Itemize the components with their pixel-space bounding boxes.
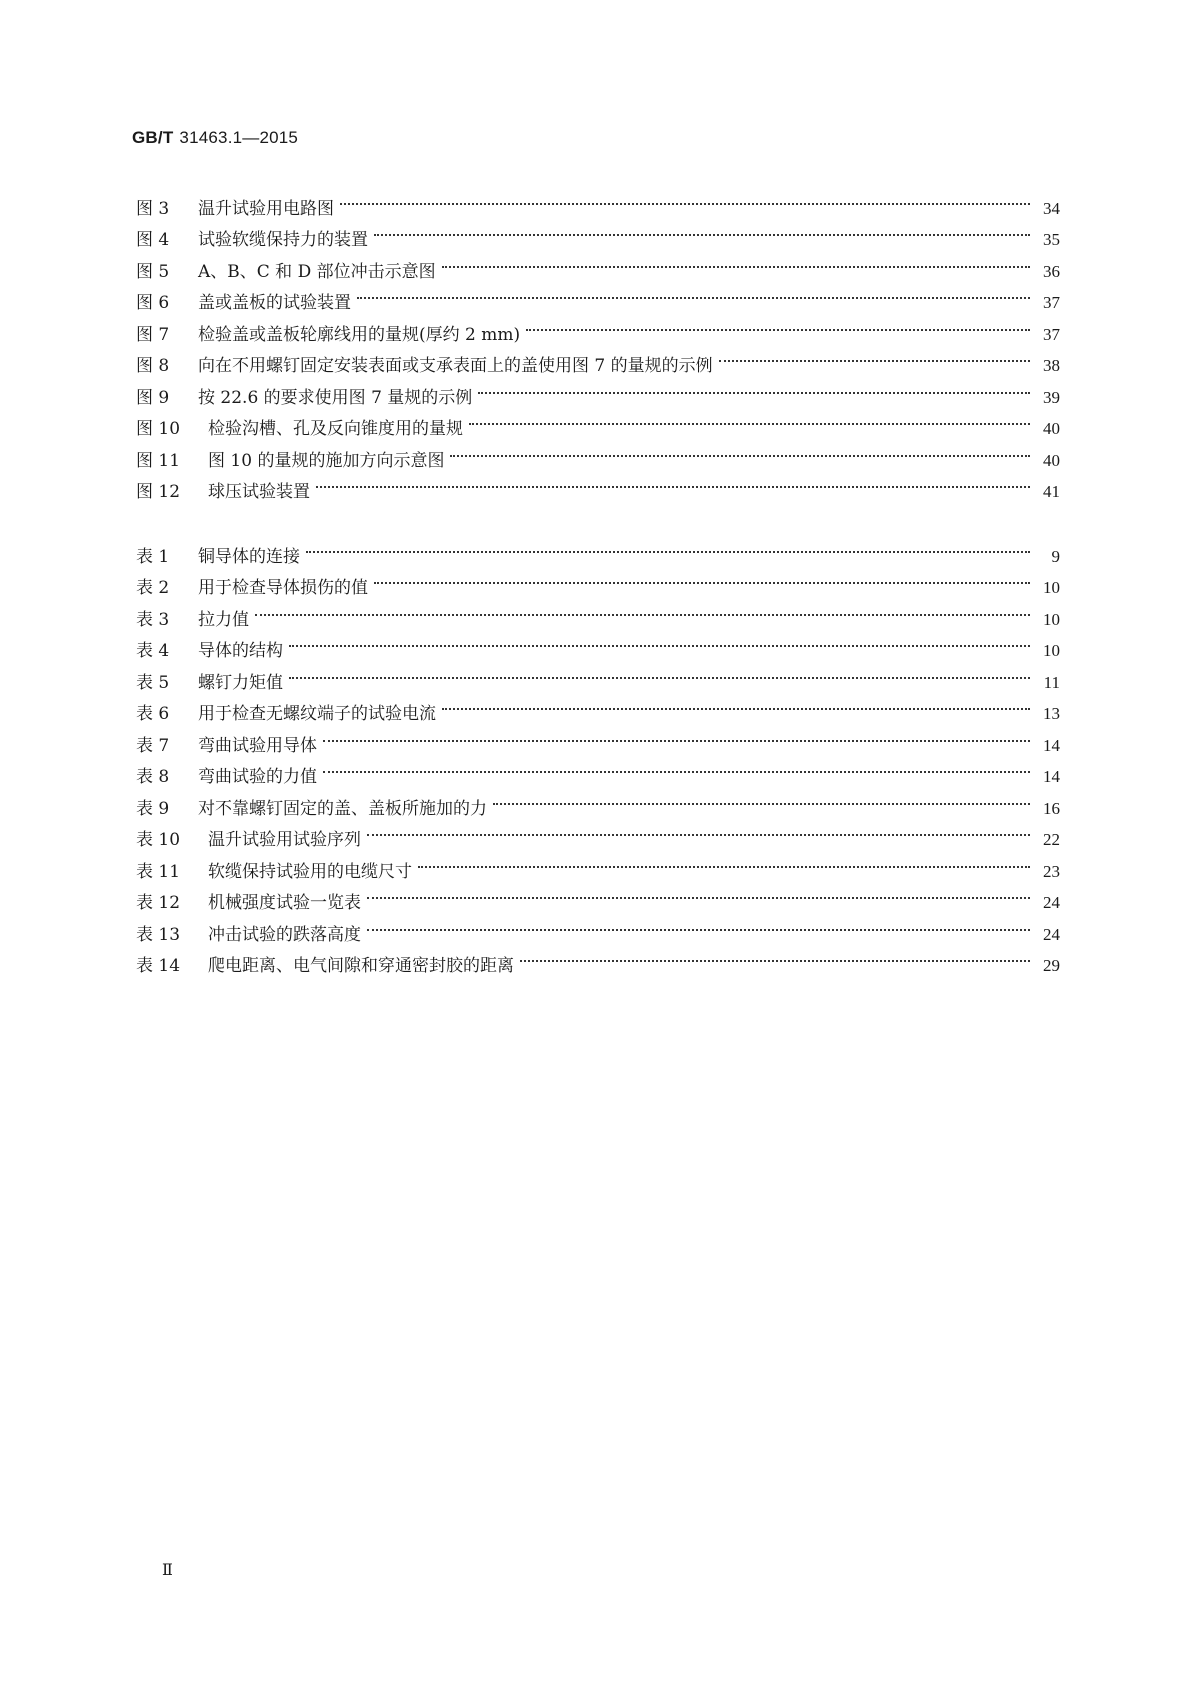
figure-page-number: 41 xyxy=(1043,482,1060,501)
figure-label: 图 11 xyxy=(136,450,181,471)
page-header xyxy=(132,128,298,148)
dot-leader xyxy=(323,719,1030,751)
table-title: 用于检查无螺纹端子的试验电流 xyxy=(198,704,436,724)
table-label: 表 1 xyxy=(136,546,170,567)
figure-page-number: 35 xyxy=(1043,230,1060,249)
table-title: 拉力值 xyxy=(198,609,249,630)
table-label: 表 6 xyxy=(136,704,170,724)
table-list xyxy=(136,530,1060,976)
table-page-number: 13 xyxy=(1043,704,1060,723)
dot-leader xyxy=(526,308,1030,340)
figure-title: 检验盖或盖板轮廓线用的量规(厚约 2 mm) xyxy=(198,324,521,345)
figure-label: 图 8 xyxy=(136,356,170,376)
figure-title: 盖或盖板的试验装置 xyxy=(198,293,351,313)
figure-title: 温升试验用电路图 xyxy=(198,198,334,219)
figure-page-number: 36 xyxy=(1043,261,1060,281)
figure-label: 图 7 xyxy=(136,324,170,345)
table-label: 表 12 xyxy=(136,893,181,913)
figure-label: 图 10 xyxy=(136,419,181,439)
table-page-number: 10 xyxy=(1043,609,1060,629)
table-label: 表 8 xyxy=(136,767,170,787)
figure-label: 图 5 xyxy=(136,261,170,282)
dot-leader xyxy=(520,940,1030,972)
figure-label: 图 12 xyxy=(136,482,181,502)
figure-label: 图 9 xyxy=(136,387,170,408)
dot-leader xyxy=(478,371,1030,403)
table-label: 表 11 xyxy=(136,861,181,882)
table-label: 表 7 xyxy=(136,735,170,756)
table-title: 对不靠螺钉固定的盖、盖板所施加的力 xyxy=(198,798,487,819)
table-page-number: 14 xyxy=(1043,735,1060,755)
figure-title: 向在不用螺钉固定安装表面或支承表面上的盖使用图 7 的量规的示例 xyxy=(198,356,713,376)
dot-leader xyxy=(340,182,1030,214)
figure-page-number: 37 xyxy=(1043,324,1060,344)
table-label: 表 4 xyxy=(136,641,170,661)
figure-title: A、B、C 和 D 部位冲击示意图 xyxy=(198,261,436,282)
dot-leader xyxy=(289,625,1030,657)
dot-leader xyxy=(289,656,1030,688)
table-page-number: 22 xyxy=(1043,830,1060,849)
dot-leader xyxy=(442,688,1030,720)
table-title: 用于检查导体损伤的值 xyxy=(198,578,368,598)
page-number: Ⅱ xyxy=(162,1562,173,1579)
figure-title: 按 22.6 的要求使用图 7 量规的示例 xyxy=(198,387,473,408)
table-page-number: 16 xyxy=(1043,798,1060,818)
dot-leader xyxy=(306,530,1030,562)
figure-list xyxy=(136,182,1060,502)
table-page-number: 23 xyxy=(1043,861,1060,881)
table-page-number: 24 xyxy=(1043,893,1060,912)
table-title: 铜导体的连接 xyxy=(198,546,300,567)
table-page-number: 24 xyxy=(1043,924,1060,944)
table-title: 螺钉力矩值 xyxy=(198,672,283,693)
table-page-number: 29 xyxy=(1043,956,1060,975)
table-page-number: 9 xyxy=(1051,546,1060,566)
table-label: 表 10 xyxy=(136,830,181,850)
table-title: 温升试验用试验序列 xyxy=(208,830,361,850)
dot-leader xyxy=(374,562,1030,594)
dot-leader xyxy=(316,466,1030,498)
table-page-number: 14 xyxy=(1043,767,1060,786)
dot-leader xyxy=(367,814,1030,846)
figure-label: 图 3 xyxy=(136,198,170,219)
figure-page-number: 40 xyxy=(1043,450,1060,470)
figure-title: 检验沟槽、孔及反向锥度用的量规 xyxy=(208,419,463,439)
figure-title: 球压试验装置 xyxy=(208,482,310,502)
table-page-number: 10 xyxy=(1043,578,1060,597)
dot-leader xyxy=(367,908,1030,940)
figure-page-number: 39 xyxy=(1043,387,1060,407)
standard-number: 31463.1—2015 xyxy=(179,128,299,147)
table-title: 机械强度试验一览表 xyxy=(208,893,361,913)
dot-leader xyxy=(367,877,1030,909)
table-entry[interactable] xyxy=(136,593,1060,630)
dot-leader xyxy=(357,277,1030,309)
figure-title: 试验软缆保持力的装置 xyxy=(198,230,368,250)
figure-page-number: 38 xyxy=(1043,356,1060,375)
figure-label: 图 6 xyxy=(136,293,170,313)
table-label: 表 14 xyxy=(136,956,181,976)
dot-leader xyxy=(450,434,1030,466)
standard-prefix: GB/T xyxy=(132,128,174,147)
dot-leader xyxy=(469,403,1030,435)
table-title: 冲击试验的跌落高度 xyxy=(208,924,361,945)
figure-page-number: 40 xyxy=(1043,419,1060,438)
table-title: 导体的结构 xyxy=(198,641,283,661)
dot-leader xyxy=(323,751,1030,783)
figure-title: 图 10 的量规的施加方向示意图 xyxy=(208,450,445,471)
table-label: 表 9 xyxy=(136,798,170,819)
table-page-number: 11 xyxy=(1043,672,1060,692)
figure-page-number: 34 xyxy=(1043,198,1060,218)
table-label: 表 5 xyxy=(136,672,170,693)
figure-entry[interactable] xyxy=(136,182,1060,219)
table-label: 表 3 xyxy=(136,609,170,630)
table-label: 表 2 xyxy=(136,578,170,598)
dot-leader xyxy=(255,593,1030,625)
table-title: 弯曲试验用导体 xyxy=(198,735,317,756)
table-title: 软缆保持试验用的电缆尺寸 xyxy=(208,861,412,882)
table-entry[interactable] xyxy=(136,530,1060,567)
dot-leader xyxy=(719,340,1030,372)
table-title: 爬电距离、电气间隙和穿通密封胶的距离 xyxy=(208,956,514,976)
table-title: 弯曲试验的力值 xyxy=(198,767,317,787)
figure-page-number: 37 xyxy=(1043,293,1060,312)
dot-leader xyxy=(442,245,1030,277)
table-entry[interactable] xyxy=(136,625,1060,661)
dot-leader xyxy=(418,845,1030,877)
figure-label: 图 4 xyxy=(136,230,170,250)
table-label: 表 13 xyxy=(136,924,181,945)
dot-leader xyxy=(374,214,1030,246)
table-page-number: 10 xyxy=(1043,641,1060,660)
dot-leader xyxy=(493,782,1030,814)
